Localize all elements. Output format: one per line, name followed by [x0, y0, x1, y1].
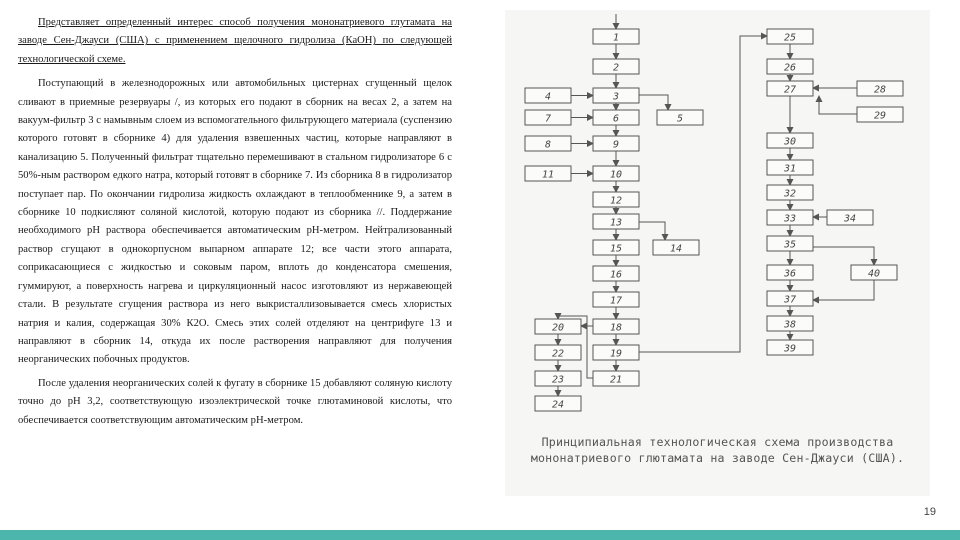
- svg-text:12: 12: [609, 195, 623, 207]
- svg-text:14: 14: [669, 243, 683, 255]
- process-box-39: [767, 340, 813, 355]
- process-box-9: [593, 136, 639, 151]
- process-box-38: [767, 316, 813, 331]
- process-box-3: [593, 88, 639, 103]
- svg-text:37: 37: [783, 294, 797, 306]
- process-box-1: [593, 29, 639, 44]
- process-box-26: [767, 59, 813, 74]
- process-box-25: [767, 29, 813, 44]
- process-box-15: [593, 240, 639, 255]
- bottom-accent-bar: [0, 530, 960, 540]
- svg-text:1: 1: [612, 32, 620, 44]
- process-box-32: [767, 185, 813, 200]
- svg-text:38: 38: [783, 319, 797, 331]
- svg-text:34: 34: [843, 213, 857, 225]
- svg-text:17: 17: [609, 295, 623, 307]
- svg-text:22: 22: [551, 348, 565, 360]
- svg-text:19: 19: [609, 348, 623, 360]
- process-box-30: [767, 133, 813, 148]
- svg-text:30: 30: [783, 136, 797, 148]
- process-box-5: [657, 110, 703, 125]
- flow-diagram-svg: [505, 10, 930, 430]
- svg-text:36: 36: [783, 268, 797, 280]
- process-box-34: [827, 210, 873, 225]
- svg-text:31: 31: [783, 163, 797, 175]
- process-box-37: [767, 291, 813, 306]
- svg-text:23: 23: [551, 374, 565, 386]
- svg-text:16: 16: [609, 269, 623, 281]
- svg-text:13: 13: [609, 217, 623, 229]
- svg-text:7: 7: [544, 113, 552, 125]
- svg-text:40: 40: [867, 268, 881, 280]
- svg-text:24: 24: [551, 399, 565, 411]
- svg-text:11: 11: [541, 169, 555, 181]
- svg-text:8: 8: [544, 139, 552, 151]
- process-box-28: [857, 81, 903, 96]
- process-box-33: [767, 210, 813, 225]
- process-box-35: [767, 236, 813, 251]
- process-box-4: [525, 88, 571, 103]
- svg-text:26: 26: [783, 62, 797, 74]
- svg-text:9: 9: [612, 139, 620, 151]
- svg-text:33: 33: [783, 213, 797, 225]
- svg-text:2: 2: [612, 62, 620, 74]
- svg-text:4: 4: [544, 91, 552, 103]
- body-paragraph-2: После удаления неорганических солей к фугату в сборнике 15 добавляют соляную кислоту точно до рН 3,2, соответствующую изоэлектрической точке глютаминовой кислоты, что обеспечивается соответствующим автоматическим рН-метром.: [18, 377, 452, 426]
- svg-text:39: 39: [783, 343, 797, 355]
- svg-text:6: 6: [612, 113, 620, 125]
- process-box-10: [593, 166, 639, 181]
- process-box-36: [767, 265, 813, 280]
- svg-text:32: 32: [783, 188, 797, 200]
- svg-text:10: 10: [609, 169, 623, 181]
- text-column: [18, 14, 452, 435]
- process-box-2: [593, 59, 639, 74]
- process-box-27: [767, 81, 813, 96]
- body-paragraph-1: Поступающий в железнодорожных или автомобильных цистернах сгущенный щелок сливают в приемные резервуары /, из которых его подают в сборник на весах 2, а затем на вакуум-фильтр 3 с намывным слоем из вспомогательного фильтрующего материала (суспензию которого готовят в сборнике 4) для удаления взвешенных частиц, которые направляют в канализацию 5. Полученный фильтрат тщательно перемешивают в стальном гидролизаторе 6 с 50%-ным раствором едкого натра, который готовят в сборнике 7. Из сборника 8 в гидролизатор поступает пар. По окончании гидролиза жидкость охлаждают в теплообменнике 9, а затем в сборнике 10 подкисляют соляной кислотой, которую подают из сборника //. Поддержание необходимого рН раствора обеспечивается автоматическим рН-метром. Нейтрализованный раствор сгущают в однокорпусном выпарном аппарате 12; все части этого аппарата, соприкасающиеся с жидкостью и соковым паром, вплоть до конденсатора смешения, гуммируют, а поверхность нагрева и циркуляционный насос изготовляют из нержавеющей стали. В результате сгущения раствора из него выкристаллизовывается смесь хлористых натрия и калия, содержащая 30% К2О. Смесь этих солей отделяют на центрифуге 13 и направляют в сборник 14, откуда их после растворения направляют для получения неорганических побочных продуктов.: [18, 78, 452, 366]
- process-box-12: [593, 192, 639, 207]
- process-box-29: [857, 107, 903, 122]
- process-box-14: [653, 240, 699, 255]
- process-box-13: [593, 214, 639, 229]
- svg-text:18: 18: [609, 322, 623, 334]
- svg-text:29: 29: [873, 110, 887, 122]
- svg-text:21: 21: [609, 374, 623, 386]
- process-box-23: [535, 371, 581, 386]
- svg-text:15: 15: [609, 243, 623, 255]
- process-box-7: [525, 110, 571, 125]
- process-box-19: [593, 345, 639, 360]
- intro-paragraph: Представляет определенный интерес способ получения мононатриевого глутамата на заводе Сен-Джауси (США) с применением щелочного гидролиза (КаОН) по следующей технологической схеме.: [18, 17, 452, 65]
- process-box-21: [593, 371, 639, 386]
- svg-text:5: 5: [676, 113, 684, 125]
- process-box-40: [851, 265, 897, 280]
- svg-text:20: 20: [551, 322, 565, 334]
- process-box-8: [525, 136, 571, 151]
- process-box-31: [767, 160, 813, 175]
- process-box-11: [525, 166, 571, 181]
- process-box-24: [535, 396, 581, 411]
- svg-text:35: 35: [783, 239, 797, 251]
- process-box-22: [535, 345, 581, 360]
- process-box-20: [535, 319, 581, 334]
- process-box-17: [593, 292, 639, 307]
- svg-text:28: 28: [873, 84, 887, 96]
- process-box-16: [593, 266, 639, 281]
- diagram-caption: Принципиальная технологическая схема производства мононатриевого глютамата на заводе Сен-Джауси (США).: [530, 435, 905, 465]
- svg-text:3: 3: [612, 91, 620, 103]
- process-box-6: [593, 110, 639, 125]
- process-box-18: [593, 319, 639, 334]
- svg-text:27: 27: [783, 84, 797, 96]
- page-number: 19: [923, 506, 936, 518]
- svg-text:25: 25: [783, 32, 797, 44]
- process-flow-diagram: [505, 10, 930, 496]
